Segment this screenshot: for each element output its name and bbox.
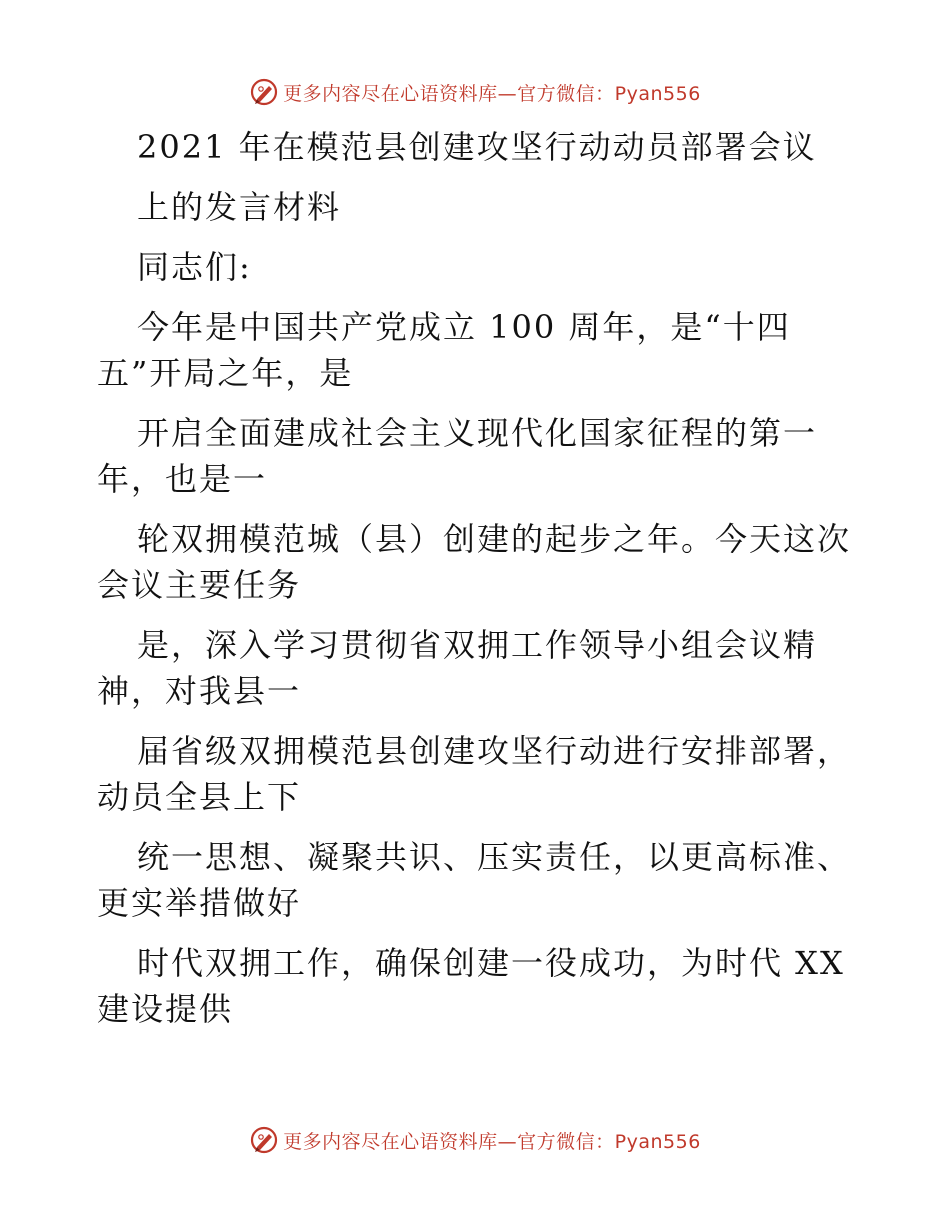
pen-logo-icon — [249, 1125, 279, 1155]
document-line: 是，深入学习贯彻省双拥工作领导小组会议精 — [137, 626, 818, 664]
banner-contact: 官方微信：Pyan556 — [517, 82, 701, 105]
banner-text — [283, 1127, 701, 1154]
document-line: 开启全面建成社会主义现代化国家征程的第一 — [137, 414, 818, 452]
pen-logo-icon — [249, 77, 279, 107]
footer-watermark-banner — [0, 1120, 950, 1160]
banner-contact: 官方微信：Pyan556 — [517, 1130, 701, 1153]
banner-site-name: 更多内容尽在心语资料库 — [283, 82, 498, 105]
document-line: 届省级双拥模范县创建攻坚行动进行安排部署， — [137, 732, 852, 770]
header-watermark-banner — [0, 72, 950, 112]
document-line: 更实举措做好 — [97, 884, 302, 922]
document-line: 上的发言材料 — [137, 188, 342, 226]
banner-dash: — — [497, 82, 518, 105]
document-line: 同志们: — [137, 248, 252, 286]
document-line: 时代双拥工作，确保创建一役成功，为时代 XX — [137, 944, 845, 982]
document-line: 今年是中国共产党成立 100 周年，是“十四 — [137, 308, 791, 346]
document-line: 会议主要任务 — [97, 566, 302, 604]
document-line: 轮双拥模范城（县）创建的起步之年。今天这次 — [137, 520, 852, 558]
document-line: 年，也是一 — [97, 460, 268, 498]
banner-dash: — — [497, 1130, 518, 1153]
document-body — [97, 124, 877, 1032]
document-line: 神，对我县一 — [97, 672, 302, 710]
banner-text — [283, 79, 701, 106]
document-line: 2021 年在模范县创建攻坚行动动员部署会议 — [137, 128, 817, 166]
document-line: 五”开局之年，是 — [97, 354, 354, 392]
banner-site-name: 更多内容尽在心语资料库 — [283, 1130, 498, 1153]
document-line: 建设提供 — [97, 990, 234, 1028]
document-line: 统一思想、凝聚共识、压实责任，以更高标准、 — [137, 838, 852, 876]
document-line: 动员全县上下 — [97, 778, 302, 816]
